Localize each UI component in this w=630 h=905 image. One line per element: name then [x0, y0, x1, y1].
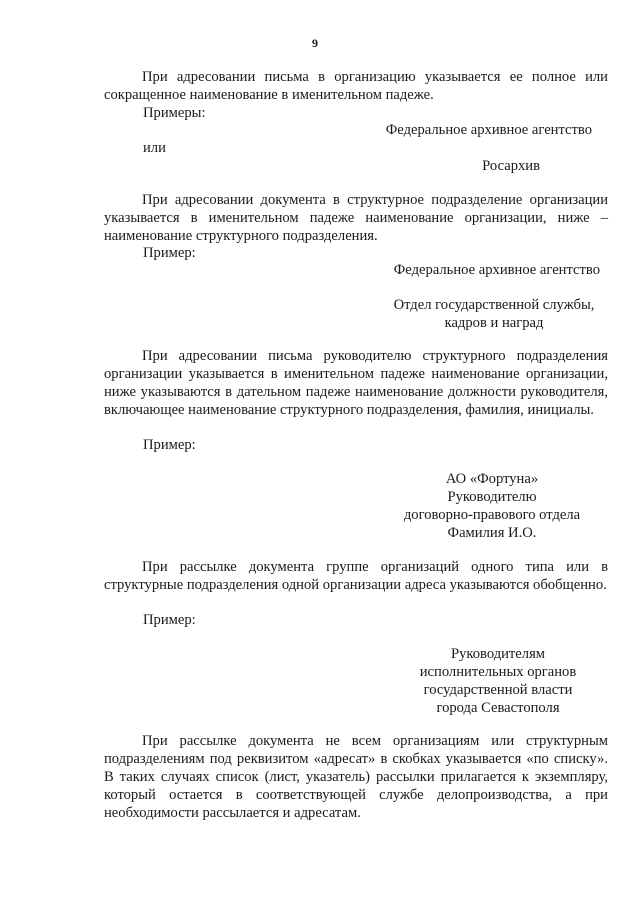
paragraph-unit-head-address	[104, 347, 608, 419]
address-line: города Севастополя	[436, 700, 560, 716]
address-example-group	[408, 645, 588, 717]
paragraph-organization-address	[104, 68, 608, 104]
address-example-organization: Федеральное архивное агентство	[393, 262, 600, 278]
address-example-short-name: Росархив	[482, 158, 540, 174]
or-label: или	[143, 140, 166, 156]
address-example-unit	[388, 296, 600, 332]
paragraph-text: При рассылке документа группе организаций одного типа или в структурные подразделения одной организации адреса указываются обобщенно.	[104, 559, 608, 593]
example-label: Пример:	[143, 245, 196, 261]
paragraph-text: При рассылке документа не всем организациям или структурным подразделениям под реквизитом «адресат» в скобках указывается «по списку». В таких случаях список (лист, указатель) рассылки прилагается к экземпляру, который остается в соответствующей службе делопроизводства, а при необходимости рассылается и адресатам.	[104, 733, 608, 821]
address-example-unit-head	[392, 470, 592, 542]
page-number: 9	[312, 36, 318, 50]
address-line: кадров и наград	[444, 315, 544, 331]
address-line: Отдел государственной службы,	[393, 297, 595, 313]
address-line: Руководителю	[447, 489, 537, 505]
paragraph-text: При адресовании письма руководителю структурного подразделения организации указывается в именительном падеже наименование организации, ниже указываются в дательном падеже наименование должности руководителя, включающее наименование структурного подразделения, фамилия, инициалы.	[104, 348, 608, 418]
address-line: государственной власти	[423, 682, 573, 698]
example-label: Пример:	[143, 612, 196, 628]
paragraph-mailing-list	[104, 732, 608, 822]
example-label: Пример:	[143, 437, 196, 453]
address-line: Фамилия И.О.	[447, 525, 537, 541]
paragraph-structural-unit-address	[104, 191, 608, 245]
address-example-full-name: Федеральное архивное агентство	[385, 122, 592, 138]
paragraph-group-mailing	[104, 558, 608, 594]
address-line: договорно-правового отдела	[403, 507, 581, 523]
address-line: исполнительных органов	[419, 664, 577, 680]
paragraph-text: При адресовании письма в организацию указывается ее полное или сокращенное наименование в именительном падеже.	[104, 69, 608, 103]
address-line: АО «Фортуна»	[445, 471, 539, 487]
examples-label: Примеры:	[143, 105, 206, 121]
paragraph-text: При адресовании документа в структурное подразделение организации указывается в именительном падеже наименование организации, ниже – наименование структурного подразделения.	[104, 192, 608, 244]
address-line: Руководителям	[450, 646, 546, 662]
